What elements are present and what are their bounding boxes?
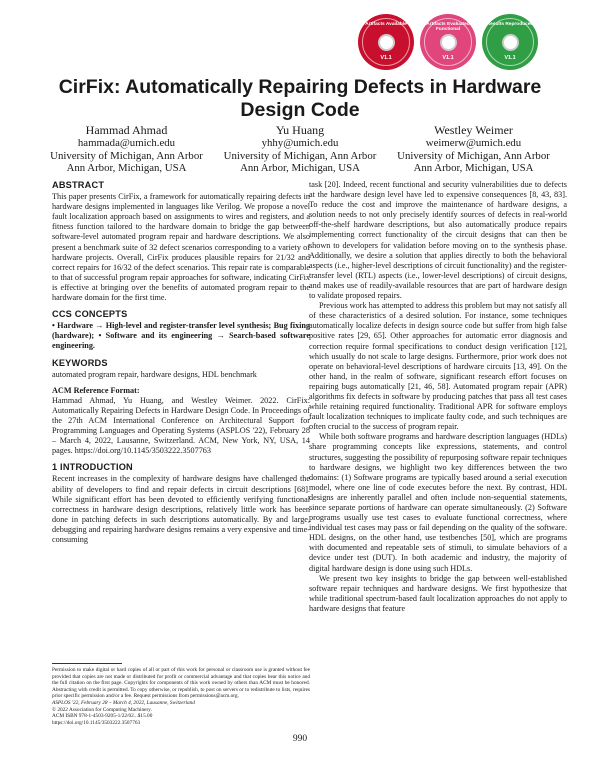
abstract-text: This paper presents CirFix, a framework for automatically repairing defects in hardware designs implemented in languages like Verilog. We propose a novel fault localization approach based on assignments to wires and registers, and a fitness function tailored to the hardware domain to bridge the gap between software-level automated program repair and hardware descriptions. We also present a benchmark suite of 32 defect scenarios corresponding to a variety of hardware projects. Overall, CirFix produces plausible repairs for 21/32 and correct repairs for 16/32 of the defect scenarios. This repair rate is comparable to that of successful program repair approaches for software, indicating CirFix is effective at bringing over the benefits of automated program repair to the hardware domain for the first time. <box>52 192 310 303</box>
author-affiliation: University of Michigan, Ann Arbor <box>397 149 550 162</box>
author-name: Yu Huang <box>275 123 325 137</box>
author-name: Hammad Ahmad <box>85 123 168 137</box>
badge-version: V1.1 <box>380 55 392 61</box>
introduction-heading: 1 INTRODUCTION <box>52 462 133 473</box>
badge-label: Artifacts Available <box>365 22 407 27</box>
artifact-badges <box>358 14 538 70</box>
author-email[interactable]: hammada@umich.edu <box>77 136 176 149</box>
badge-label: Artifacts Evaluated Functional <box>426 22 470 33</box>
left-column <box>52 180 310 545</box>
ccs-heading: CCS CONCEPTS <box>52 309 128 320</box>
badge-label: Results Reproduced <box>486 22 534 27</box>
badge-version: V1.1 <box>504 55 516 61</box>
author <box>214 124 387 175</box>
author-location: Ann Arbor, Michigan, USA <box>413 162 534 175</box>
keywords-text: automated program repair, hardware designs, HDL benchmark <box>52 369 257 379</box>
paper-title: CirFix: Automatically Repairing Defects in Hardware Design Code <box>58 76 542 121</box>
introduction-text: Recent increases in the complexity of hardware designs have challenged the ability of developers to find and repair defects in circuit descriptions [68]. While significant effort has been devoted to efficiently verifying functional correctness in hardware design descriptions, relatively little work has been done in patching defects in such descriptions automatically. By and large, debugging and repairing hardware designs remains a very expensive and time-consuming <box>52 474 310 544</box>
badge-version: V1.1 <box>442 55 454 61</box>
permission-notice: Permission to make digital or hard copies of all or part of this work for personal or classroom use is granted without fee provided that copies are not made or distributed for profit or commercial advantage and that copies bear this notice and the full citation on the first page. Copyrights for components of this work owned by others than ACM must be honored. Abstracting with credit is permitted. To copy otherwise, or republish, to post on servers or to redistribute to lists, requires prior specific permission and/or a fee. Request permissions from permissions@acm.org. <box>52 667 310 700</box>
page-number: 990 <box>292 734 308 744</box>
author-affiliation: University of Michigan, Ann Arbor <box>50 149 203 162</box>
artifacts-evaluated-badge <box>420 14 476 70</box>
body-paragraph: We present two key insights to bridge the gap between well-established software repair techniques and hardware designs. We first hypothesize that while traditional spectrum-based fault localization approaches do not apply to hardware designs that feature <box>309 573 567 613</box>
results-reproduced-badge <box>482 14 538 70</box>
author-location: Ann Arbor, Michigan, USA <box>66 162 187 175</box>
keywords-heading: KEYWORDS <box>52 357 108 368</box>
doi-link[interactable]: https://doi.org/10.1145/3503222.3507763 <box>52 719 141 726</box>
author-location: Ann Arbor, Michigan, USA <box>240 162 360 175</box>
isbn-line: ACM ISBN 978-1-4503-9205-1/22/02...$15.00 <box>52 713 153 720</box>
author-block <box>40 124 560 175</box>
artifacts-available-badge <box>358 14 414 70</box>
abstract-heading: ABSTRACT <box>52 180 105 190</box>
author <box>387 124 560 175</box>
body-paragraph: task [20]. Indeed, recent functional and security vulnerabilities due to defects at the hardware design level have led to expensive consequences [8, 43, 83]. To reduce the cost and improve the maintenance of hardware designs, a solution needs to not only precisely identify sources of defects in real-world off-the-shelf hardware descriptions, but also automatically produce repairs implementing correct functionality of the circuit designs that can then be shown to developers for validation before moving on to the synthesis phase. Additionally, we desire a solution that applies directly to both the behavioral aspects (i.e., higher-level descriptions of circuit functionality) and the register-transfer level (RTL) aspects (i.e., lower-level descriptions) of circuit designs, and makes use of readily-available resources that are part of hardware design to validate proposed repairs. <box>309 180 567 301</box>
body-paragraph: While both software programs and hardware description languages (HDLs) share programming concepts like expressions, statements, and control structures, suggesting the possibility of repurposing software repair techniques to hardware designs, we highlight two key differences between the two domains: (1) Software programs are typically based around a serial execution model, where one line of code executes before the next. By contrast, HDL designs are inherently parallel and often include non-sequential statements, since separate portions of hardware can operate simultaneously. (2) Software programs usually use test cases to evaluate functional correctness, where individual test cases may pass or fail depending on the quality of the software. HDL designs, on the other hand, use testbenches [50], which are programs with documented and repeatable sets of stimuli, to simulate behaviors of a device under test (DUT). In both academic and industry, the majority of digital hardware design is done using such HDLs. <box>309 432 567 573</box>
author <box>40 124 213 175</box>
right-column <box>309 180 567 614</box>
conference-line: ASPLOS '22, February 28 – March 4, 2022, Lausanne, Switzerland <box>52 699 195 706</box>
copyright-line: © 2022 Association for Computing Machinery. <box>52 706 152 713</box>
author-email[interactable]: weimerw@umich.edu <box>425 136 522 149</box>
author-email[interactable]: yhhy@umich.edu <box>261 136 339 149</box>
author-name: Westley Weimer <box>434 123 513 137</box>
copyright-block <box>52 663 310 726</box>
body-paragraph: Previous work has attempted to address this problem but may not satisfy all of these characteristics of a desired solution. For instance, some techniques automatically localize defects in design source code but suffer from high false positive rates [29, 65]. Other approaches for automatic error diagnosis and correction require formal specifications to conduct design verification [12], which usually do not scale to large designs. Furthermore, prior work does not operate on behavioral-level descriptions of hardware circuits [13, 49]. On the other hand, in the realm of software, significant research effort focuses on repairing bugs automatically [21, 46, 58]. Automated program repair (APR) algorithms fix defects in software by producing patches that pass all test cases while retaining required functionality. Traditional APR for software employs fault localization techniques to implicate faulty code, and such techniques are often crucial to the success of program repair. <box>309 301 567 432</box>
reference-format-heading: ACM Reference Format: <box>52 385 140 395</box>
footnote-rule <box>52 663 122 664</box>
ccs-text: • Hardware → High-level and register-transfer level synthesis; Bug fixing (hardware); • Software and its engineering → Search-based software engineering. <box>52 321 310 351</box>
author-affiliation: University of Michigan, Ann Arbor <box>223 149 377 162</box>
reference-format-text: Hammad Ahmad, Yu Huang, and Westley Weimer. 2022. CirFix: Automatically Repairing Defects in Hardware Design Code. In Proceedings of the 27th ACM International Conference on Architectural Support for Programming Languages and Operating Systems (ASPLOS '22), February 28 – March 4, 2022, Lausanne, Switzerland. ACM, New York, NY, USA, 14 pages. https://doi.org/10.1145/3503222.3507763 <box>52 395 310 456</box>
